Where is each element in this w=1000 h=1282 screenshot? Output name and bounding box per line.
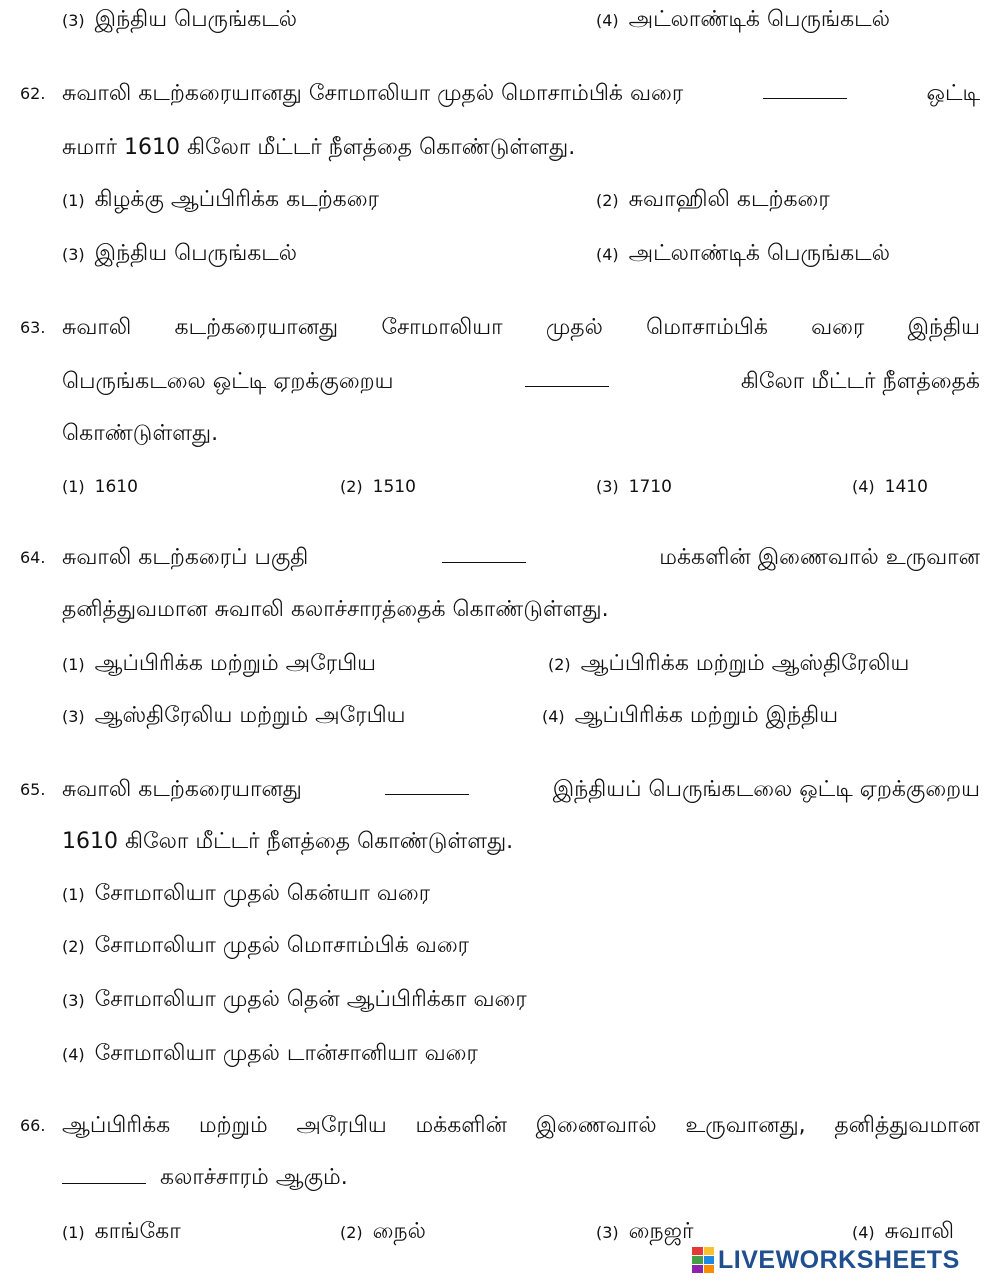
question-62-line-1: சுவாலி கடற்கரையானது சோமாலியா முதல் மொசாம்பிக் வரை ஒட்டி bbox=[62, 81, 980, 106]
question-66-option-2: (2) நைல் bbox=[340, 1219, 426, 1244]
question-64-option-3: (3) ஆஸ்திரேலிய மற்றும் அரேபிய bbox=[62, 703, 406, 728]
question-63-option-3: (3) 1710 bbox=[596, 477, 672, 497]
question-66-option-4: (4) சுவாலி bbox=[852, 1219, 954, 1244]
answer-blank bbox=[525, 368, 609, 387]
question-65-line-2: 1610 கிலோ மீட்டர் நீளத்தை கொண்டுள்ளது. bbox=[62, 829, 514, 854]
liveworksheets-logo bbox=[692, 1244, 992, 1276]
question-64-option-2: (2) ஆப்பிரிக்க மற்றும் ஆஸ்திரேலிய bbox=[548, 651, 910, 676]
question-62-number: 62. bbox=[20, 84, 46, 103]
answer-blank bbox=[442, 544, 526, 563]
question-66-option-1: (1) காங்கோ bbox=[62, 1219, 181, 1244]
question-64-line-1: சுவாலி கடற்கரைப் பகுதி மக்களின் இணைவால் உருவான bbox=[62, 545, 980, 570]
question-63-option-2: (2) 1510 bbox=[340, 477, 416, 497]
question-63-option-4: (4) 1410 bbox=[852, 477, 928, 497]
question-66-line-1: ஆப்பிரிக்க மற்றும் அரேபிய மக்களின் இணைவால் உருவானது, தனித்துவமான bbox=[62, 1113, 980, 1138]
question-63-option-1: (1) 1610 bbox=[62, 477, 138, 497]
question-63-line-3: கொண்டுள்ளது. bbox=[62, 421, 219, 446]
question-63-number: 63. bbox=[20, 318, 46, 337]
question-65-option-3: (3) சோமாலியா முதல் தென் ஆப்பிரிக்கா வரை bbox=[62, 987, 527, 1012]
question-64-number: 64. bbox=[20, 548, 46, 567]
question-65-option-2: (2) சோமாலியா முதல் மொசாம்பிக் வரை bbox=[62, 933, 470, 958]
question-65-line-1: சுவாலி கடற்கரையானது இந்தியப் பெருங்கடலை ஒட்டி ஏறக்குறைய bbox=[62, 777, 980, 802]
question-64-option-1: (1) ஆப்பிரிக்க மற்றும் அரேபிய bbox=[62, 651, 377, 676]
question-66-option-3: (3) நைஜர் bbox=[596, 1219, 694, 1244]
question-64-option-4: (4) ஆப்பிரிக்க மற்றும் இந்திய bbox=[542, 703, 839, 728]
answer-blank bbox=[385, 776, 469, 795]
answer-blank bbox=[763, 80, 847, 99]
question-62-option-3: (3) இந்திய பெருங்கடல் bbox=[62, 241, 298, 266]
question-64-line-2: தனித்துவமான சுவாலி கலாச்சாரத்தைக் கொண்டுள்ளது. bbox=[62, 597, 609, 622]
question-62-option-1: (1) கிழக்கு ஆப்பிரிக்க கடற்கரை bbox=[62, 187, 379, 212]
question-62-option-4: (4) அட்லாண்டிக் பெருங்கடல் bbox=[596, 241, 890, 266]
question-66-line-2: கலாச்சாரம் ஆகும். bbox=[62, 1164, 348, 1192]
liveworksheets-wordmark: LIVEWORKSHEETS bbox=[718, 1245, 960, 1274]
question-65-number: 65. bbox=[20, 780, 46, 799]
question-65-option-1: (1) சோமாலியா முதல் கென்யா வரை bbox=[62, 881, 431, 906]
question-62-option-2: (2) சுவாஹிலி கடற்கரை bbox=[596, 187, 830, 212]
liveworksheets-logo-icon bbox=[692, 1247, 714, 1273]
question-63-line-1: சுவாலி கடற்கரையானது சோமாலியா முதல் மொசாம்பிக் வரை இந்திய bbox=[62, 315, 980, 340]
question-62-line-2: சுமார் 1610 கிலோ மீட்டர் நீளத்தை கொண்டுள்ளது. bbox=[62, 135, 576, 160]
question-66-number: 66. bbox=[20, 1116, 46, 1135]
question-65-option-4: (4) சோமாலியா முதல் டான்சானியா வரை bbox=[62, 1041, 478, 1066]
prev-option-4: (4) அட்லாண்டிக் பெருங்கடல் bbox=[596, 7, 890, 32]
question-63-line-2: பெருங்கடலை ஒட்டி ஏறக்குறைய கிலோ மீட்டர் நீளத்தைக் bbox=[62, 369, 980, 394]
prev-option-3: (3) இந்திய பெருங்கடல் bbox=[62, 7, 298, 32]
answer-blank bbox=[62, 1165, 146, 1184]
